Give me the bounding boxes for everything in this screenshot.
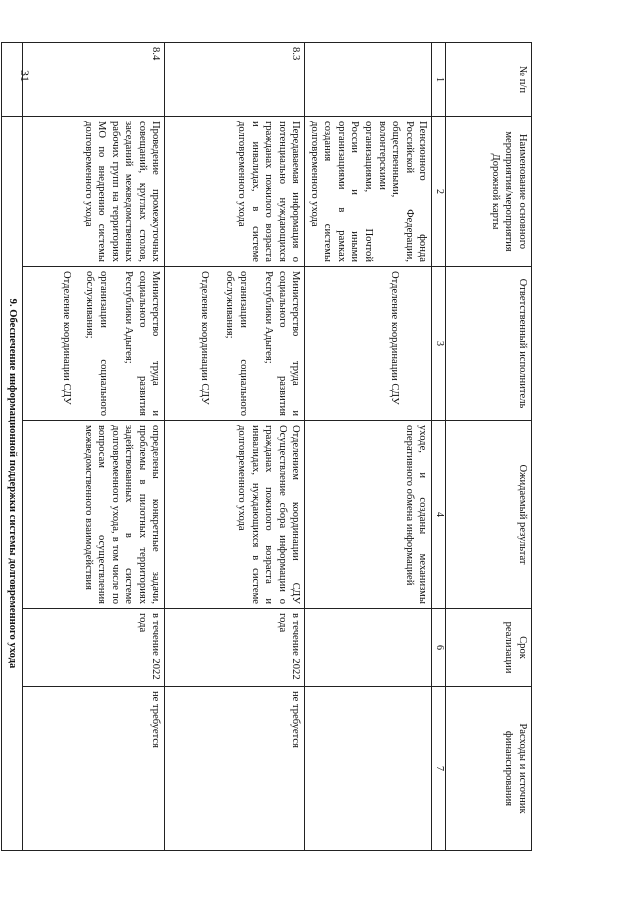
section-title: 9. Обеспечение информационной поддержки системы долговременного ухода	[2, 117, 23, 851]
table-row	[165, 43, 305, 851]
table-row	[305, 43, 432, 851]
column-number-row	[432, 43, 446, 851]
executor-line: Отделение координации СДУ	[198, 271, 210, 405]
row-finance: не требуется	[165, 687, 305, 851]
header-num: № п/п	[446, 43, 532, 117]
col-number: 2	[432, 117, 446, 267]
col-number: 4	[432, 421, 446, 609]
table-row	[23, 43, 165, 851]
col-number: 6	[432, 609, 446, 687]
header-finance: Расходы и источник финансирования	[446, 687, 532, 851]
row-term	[305, 609, 432, 687]
section-num-cell	[2, 43, 23, 117]
row-finance	[305, 687, 432, 851]
col-number: 1	[432, 43, 446, 117]
header-name: Наименование основного мероприятия/мероприятия Дорожной карты	[446, 117, 532, 267]
row-executor	[23, 267, 165, 421]
row-name: Проведение промежуточных совещаний, круглых столов, заседаний межведомственных рабочих групп на территориях МО по внедрению системы долговременного ухода	[23, 117, 165, 267]
executor-line: Отделение координации СДУ	[60, 271, 72, 405]
row-result: определены конкретные задачи, проблемы в пилотных территориях задействованных в системе долговременного ухода, в том числе по вопросам осуществления межведомственного взаимодействия	[23, 421, 165, 609]
header-term: Срок реализации	[446, 609, 532, 687]
row-executor	[305, 267, 432, 421]
row-name: Передаваемая информация о потенциально нуждающихся гражданах пожилого возраста и инвалидах, в системе долговременного ухода	[165, 117, 305, 267]
row-num	[305, 43, 432, 117]
table-header-row	[446, 43, 532, 851]
executor-line: организации социального обслуживания;	[224, 271, 249, 416]
row-name: Пенсионного фонда Российской Федерации, общественными, волонтерскими организациями, Почтой России и иными организациями в рамках создания системы долговременного ухода	[305, 117, 432, 267]
executor-line: Отделение координации СДУ	[389, 271, 401, 405]
col-number: 3	[432, 267, 446, 421]
header-executor: Ответственный исполнитель	[446, 267, 532, 421]
row-term: в течение 2022 года	[23, 609, 165, 687]
row-term: в течение 2022 года	[165, 609, 305, 687]
page-number: 31	[18, 70, 32, 82]
roadmap-table	[1, 42, 532, 851]
row-executor	[165, 267, 305, 421]
executor-line: организации социального обслуживания;	[84, 271, 109, 416]
section-row	[2, 43, 23, 851]
header-result: Ожидаемый результат	[446, 421, 532, 609]
executor-line: Министерство труда и социального развития Республики Адыгея;	[123, 271, 162, 416]
row-num: 8.3	[165, 43, 305, 117]
row-result: Отделением координации СДУ Осуществление сбора информации о гражданах пожилого возраста и инвалидах, нуждающихся в системе долговременного ухода	[165, 421, 305, 609]
row-num: 8.4	[23, 43, 165, 117]
row-result: уходе, и созданы механизмы оперативного обмена информацией	[305, 421, 432, 609]
row-finance: не требуется	[23, 687, 165, 851]
executor-line: Министерство труда и социального развития Республики Адыгея;	[263, 271, 302, 416]
col-number: 7	[432, 687, 446, 851]
